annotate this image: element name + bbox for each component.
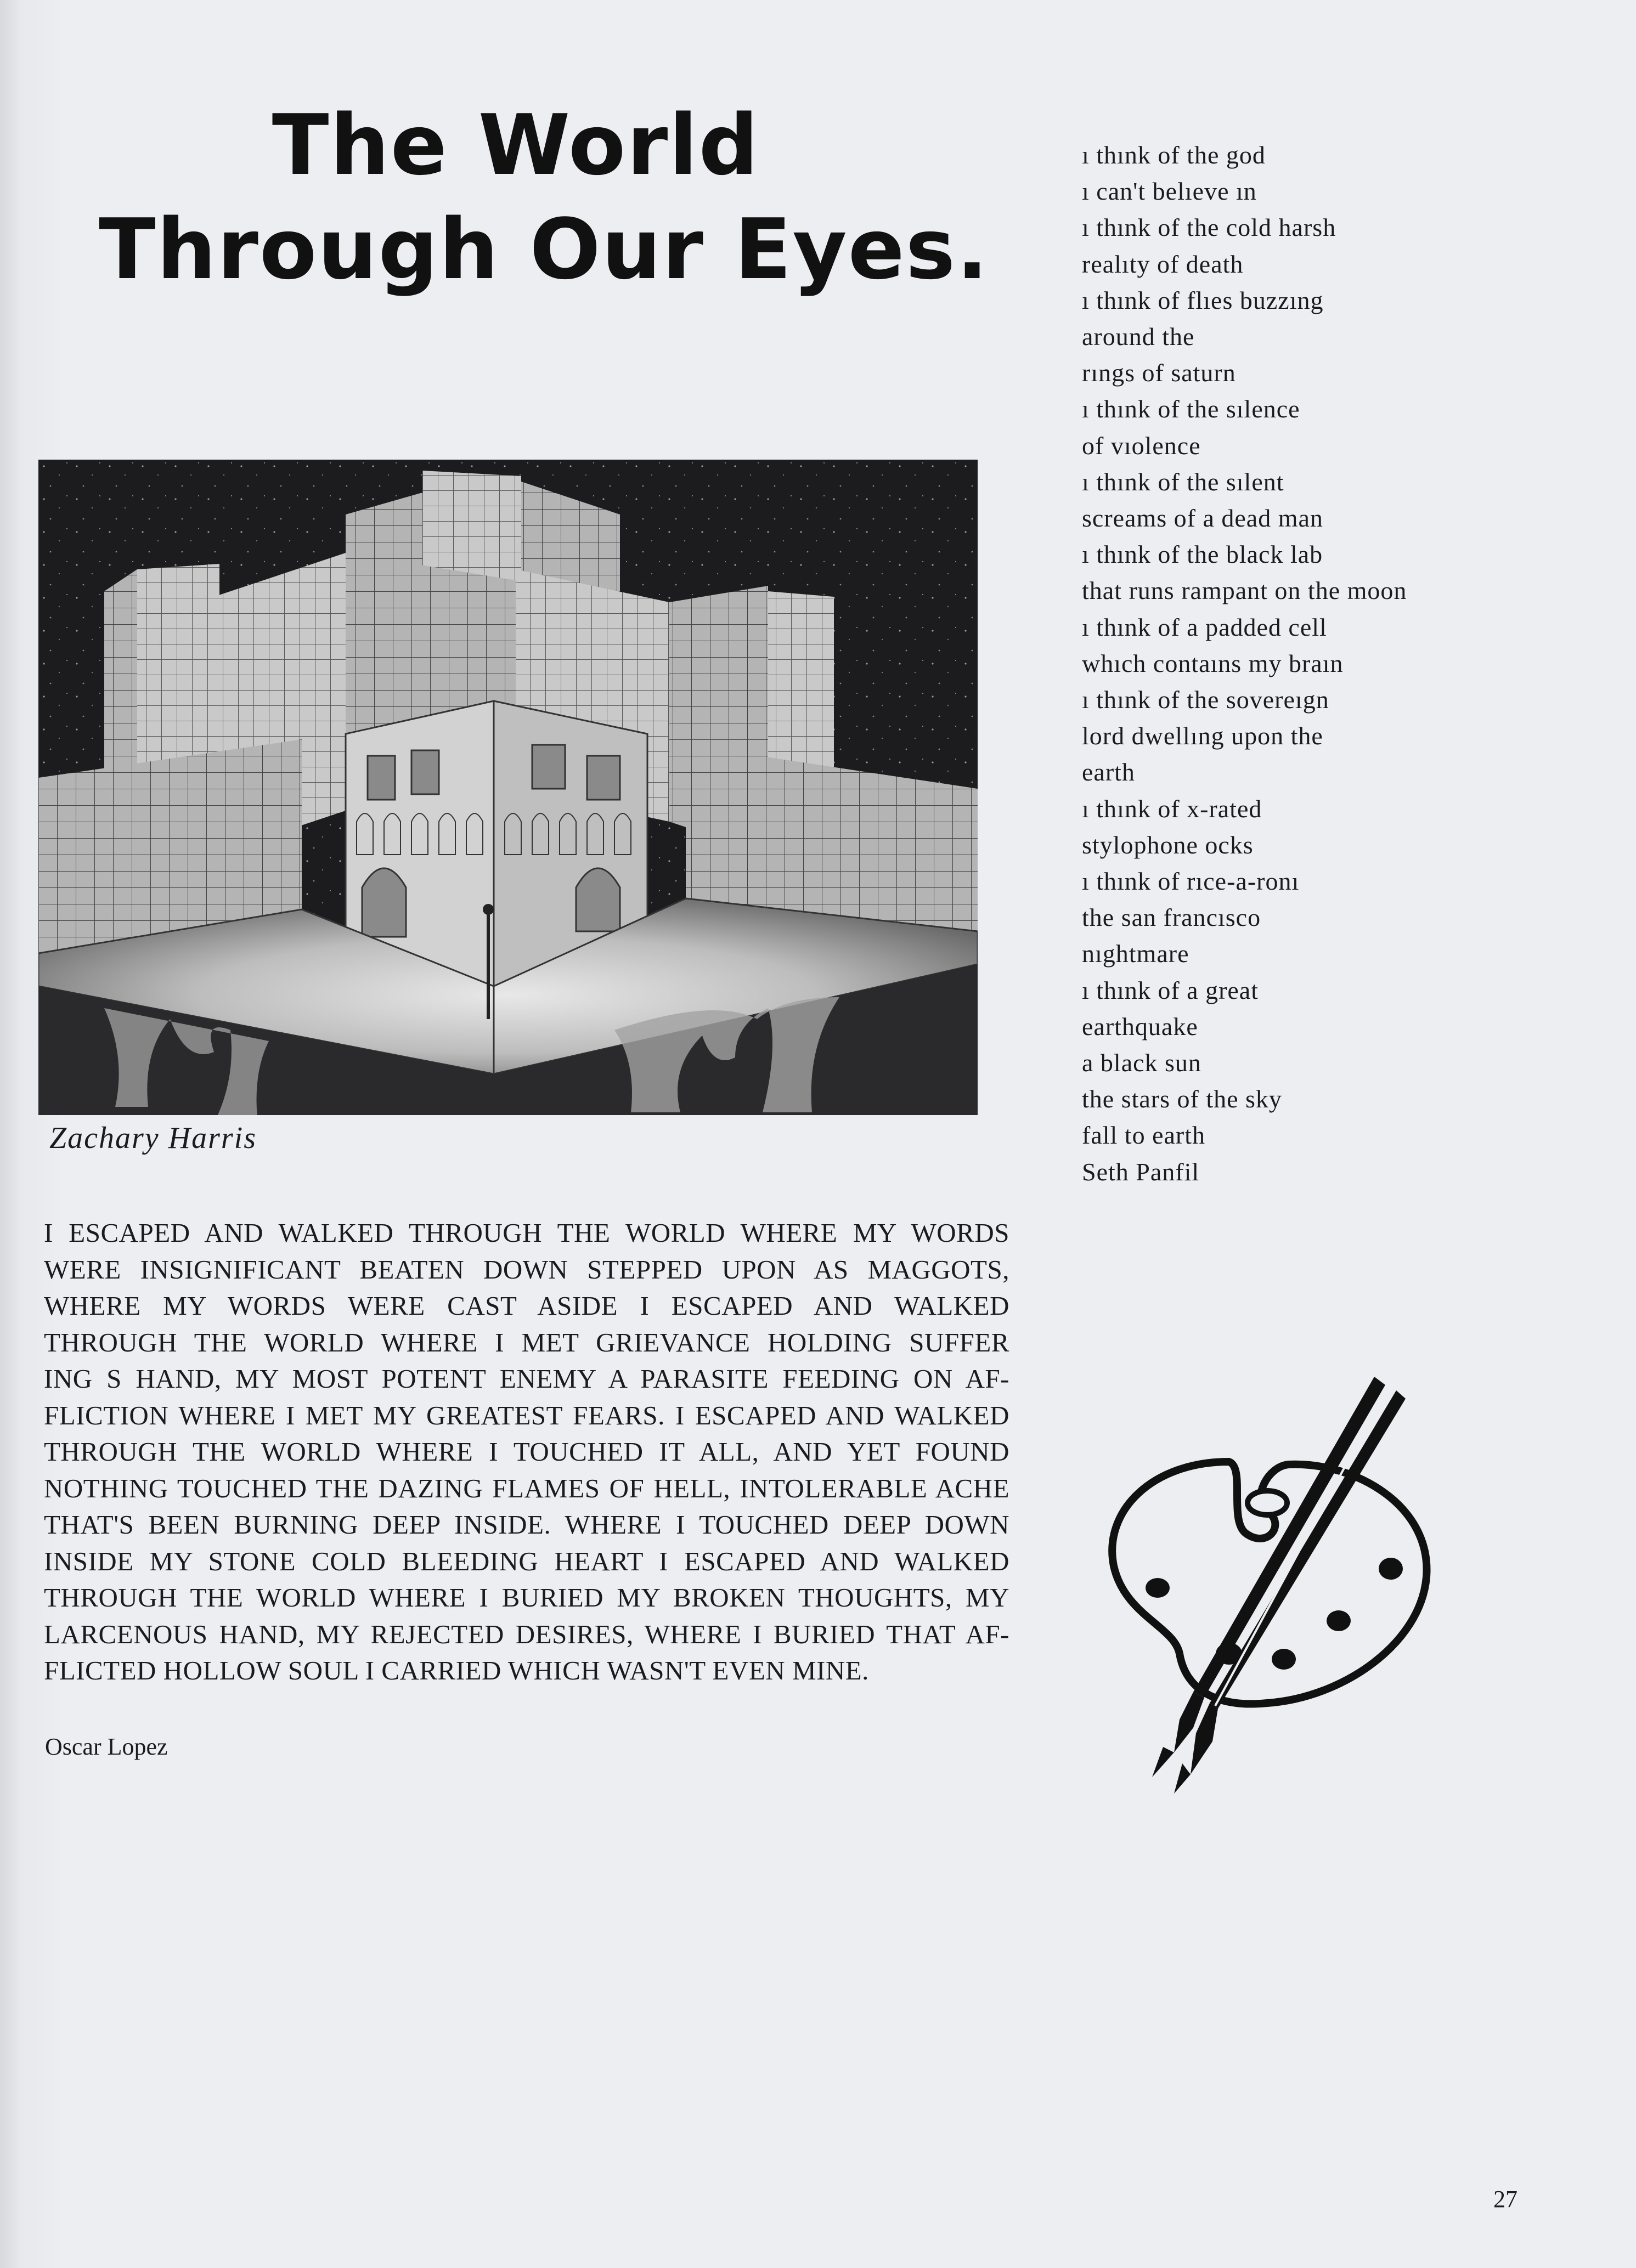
prose-line: I ESCAPED AND WALKED THROUGH THE WORLD WHERE MY WORDS [44, 1218, 1009, 1248]
poem-line: ı thınk of the cold harsh [1082, 213, 1336, 242]
poem-line: a black sun [1082, 1049, 1201, 1077]
page-title [99, 93, 989, 302]
title-line-1: The World [272, 97, 760, 194]
poem-line: ı thınk of flıes buzzıng [1082, 286, 1324, 314]
prose-line: THROUGH THE WORLD WHERE I MET GRIEVANCE HOLDING SUFFER [44, 1327, 1009, 1358]
poem-line: earth [1082, 758, 1135, 787]
poem-line: ı thınk of a padded cell [1082, 613, 1327, 641]
prose-line: FLICTED HOLLOW SOUL I CARRIED WHICH WASN'T EVEN MINE. [44, 1655, 869, 1686]
poem-line: earthquake [1082, 1012, 1198, 1040]
poem-line: rıngs of saturn [1082, 359, 1236, 387]
poem-line: ı thınk of the god [1082, 141, 1266, 169]
poem-line: lord dwellıng upon the [1082, 722, 1323, 750]
poem-line: the stars of the sky [1082, 1085, 1282, 1113]
prose-line: THROUGH THE WORLD WHERE I TOUCHED IT ALL, AND YET FOUND [44, 1436, 1009, 1467]
prose-line: ING S HAND, MY MOST POTENT ENEMY A PARASITE FEEDING ON AF- [44, 1364, 1009, 1394]
paint-palette-svg [1070, 1368, 1454, 1796]
prose-poem [44, 1215, 1009, 1689]
poem-line: whıch contaıns my braın [1082, 649, 1344, 677]
verse-poem [1082, 137, 1407, 1190]
prose-line: LARCENOUS HAND, MY REJECTED DESIRES, WHERE I BURIED THAT AF- [44, 1619, 1009, 1649]
prose-line: INSIDE MY STONE COLD BLEEDING HEART I ESCAPED AND WALKED [44, 1546, 1009, 1576]
prose-line: WHERE MY WORDS WERE CAST ASIDE I ESCAPED AND WALKED [44, 1291, 1009, 1321]
city-street-drawing [38, 460, 978, 1115]
poem-line: stylophone ocks [1082, 830, 1254, 859]
poem-line: ı thınk of a great [1082, 976, 1259, 1004]
prose-line: THAT'S BEEN BURNING DEEP INSIDE. WHERE I TOUCHED DEEP DOWN [44, 1509, 1009, 1540]
poem-line: ı thınk of the black lab [1082, 540, 1323, 569]
prose-author: Oscar Lopez [45, 1733, 168, 1760]
prose-line: THROUGH THE WORLD WHERE I BURIED MY BROKEN THOUGHTS, MY [44, 1582, 1009, 1613]
prose-line: NOTHING TOUCHED THE DAZING FLAMES OF HELL, INTOLERABLE ACHE [44, 1473, 1009, 1503]
poem-line: of vıolence [1082, 431, 1201, 460]
prose-line: WERE INSIGNIFICANT BEATEN DOWN STEPPED UPON AS MAGGOTS, [44, 1254, 1009, 1285]
page-number: 27 [1493, 2186, 1517, 2213]
city-drawing-svg [38, 460, 978, 1115]
poem-line: realıty of death [1082, 250, 1244, 278]
poem-line: ı thınk of rıce-a-ronı [1082, 867, 1300, 896]
poem-line: that runs rampant on the moon [1082, 576, 1407, 605]
illustration-caption: Zachary Harris [49, 1121, 257, 1155]
poem-line: fall to earth [1082, 1121, 1206, 1150]
poem-line: screams of a dead man [1082, 504, 1323, 533]
title-line-2: Through Our Eyes. [99, 201, 989, 298]
poem-line: ı thınk of x-rated [1082, 794, 1262, 823]
poem-line: nıghtmare [1082, 940, 1189, 968]
prose-line: FLICTION WHERE I MET MY GREATEST FEARS. I ESCAPED AND WALKED [44, 1400, 1009, 1430]
poem-line: ı thınk of the sovereıgn [1082, 686, 1329, 714]
poem-author: Seth Panfil [1082, 1157, 1200, 1186]
poem-line: ı thınk of the sılent [1082, 467, 1284, 496]
poem-line: ı can't belıeve ın [1082, 177, 1257, 206]
paint-palette-icon [1070, 1368, 1454, 1796]
poem-line: around the [1082, 323, 1195, 351]
poem-line: the san francısco [1082, 903, 1261, 932]
poem-line: ı thınk of the sılence [1082, 395, 1300, 423]
